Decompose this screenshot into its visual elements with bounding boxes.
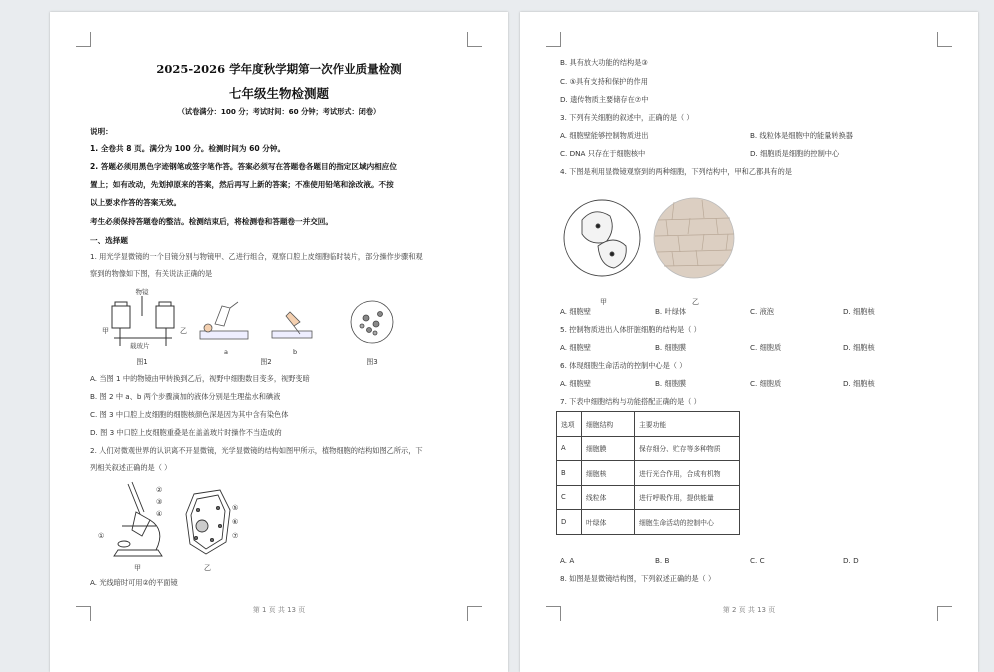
table-cell: 细胞膜 [582, 436, 635, 461]
table-header-cell: 选项 [557, 412, 582, 437]
question-7: 7. 下表中细胞结构与功能搭配正确的是（ ） [560, 397, 701, 406]
table-row [557, 461, 740, 486]
q4-label-jia: 甲 [600, 298, 607, 306]
q2-option-d: D. 遗传物质主要储存在⑦中 [560, 95, 649, 104]
q4-option-c: C. 液泡 [750, 307, 774, 316]
q4-label-yi: 乙 [692, 298, 699, 306]
table-row [557, 510, 740, 535]
exam-info: （试卷满分：100 分；考试时间：60 分钟；考试形式：闭卷） [177, 107, 381, 116]
question-1: 1. 用光学显微镜的一个目镜分别与物镜甲、乙进行组合，观察口腔上皮细胞临时装片，部分操作步骤和观 [90, 252, 423, 261]
q5-option-c: C. 细胞质 [750, 343, 782, 352]
q6-option-b: B. 细胞膜 [655, 379, 687, 388]
q1-option-c: C. 图 3 中口腔上皮细胞的细胞核颜色深是因为其中含有染色体 [90, 410, 289, 419]
question-4: 4. 下图是利用显微镜观察到的两种细胞，下列结构中，甲和乙都具有的是 [560, 167, 792, 176]
q5-option-a: A. 细胞壁 [560, 343, 591, 352]
fig2-number-2: ② [156, 486, 163, 494]
question-2-cont: 列相关叙述正确的是（ ） [90, 463, 172, 472]
q3-option-a: A. 细胞壁能够控制物质进出 [560, 131, 649, 140]
question-8: 8. 如图是显微镜结构图，下列叙述正确的是（ ） [560, 574, 716, 583]
fig1-label-objective: 物镜 [135, 288, 149, 296]
q3-option-b: B. 线粒体是细胞中的能量转换器 [750, 131, 853, 140]
crop-mark [546, 32, 561, 47]
notes-heading: 说明： [90, 127, 113, 136]
cheek-cell-view [351, 301, 393, 343]
q1-option-d: D. 图 3 中口腔上皮细胞重叠是在盖盖玻片时操作不当造成的 [90, 428, 282, 437]
fig2-number-4: ④ [156, 510, 163, 518]
q7-option-b: B. B [655, 556, 670, 565]
subject-title: 七年级生物检测题 [228, 86, 329, 101]
q7-option-c: C. C [750, 556, 765, 565]
fig2-number-1: ① [98, 532, 105, 540]
table-row [557, 436, 740, 461]
q2-option-a: A. 光线暗时可用②的平面镜 [90, 578, 178, 587]
fig1-label-slide: 载玻片 [130, 342, 150, 350]
table-cell: 叶绿体 [582, 510, 635, 535]
fig1-label-yi: 乙 [180, 327, 187, 335]
plant-cell-micrograph [654, 198, 734, 278]
q7-option-d: D. D [843, 556, 859, 565]
microscope-steps-figure [90, 286, 410, 366]
q6-option-d: D. 细胞核 [843, 379, 875, 388]
table-cell: 细胞生命活动的控制中心 [635, 510, 740, 535]
q4-option-b: B. 叶绿体 [655, 307, 687, 316]
page-footer: 第 2 页 共 13 页 [722, 606, 776, 614]
plant-cell-drawing [186, 490, 230, 554]
table-cell: 进行光合作用，合成有机物 [635, 461, 740, 486]
table-cell: A [557, 436, 582, 461]
document-page-1 [50, 12, 508, 672]
microscope-and-plant-cell-figure [94, 480, 244, 572]
section-heading: 一、选择题 [90, 236, 128, 245]
q2-option-c: C. ⑤具有支持和保护的作用 [560, 77, 648, 86]
question-1-cont: 察到的物像如下图，有关说法正确的是 [90, 269, 213, 278]
table-cell: D [557, 510, 582, 535]
fig1-caption: 图1 [136, 358, 148, 366]
exam-title: 2025-2026 学年度秋学期第一次作业质量检测 [156, 62, 402, 76]
fig2-number-3: ③ [156, 498, 163, 506]
table-header-cell: 细胞结构 [582, 412, 635, 437]
q4-option-d: D. 细胞核 [843, 307, 875, 316]
table-row [557, 485, 740, 510]
q2-option-b: B. 具有放大功能的结构是③ [560, 58, 648, 67]
table-cell: B [557, 461, 582, 486]
q3-option-c: C. DNA 只存在于细胞核中 [560, 149, 646, 158]
table-header-cell: 主要功能 [635, 412, 740, 437]
fig2-label-jia: 甲 [134, 564, 141, 572]
q6-option-c: C. 细胞质 [750, 379, 782, 388]
table-cell: 进行呼吸作用，提供能量 [635, 485, 740, 510]
crop-mark [76, 32, 91, 47]
slide-preparation-drawing [200, 302, 312, 339]
fig2-number-6: ⑥ [232, 518, 239, 526]
note-2-cont: 以上要求作答的答案无效。 [90, 198, 182, 207]
question-3: 3. 下列有关细胞的叙述中，正确的是（ ） [560, 113, 694, 122]
fig2-label-yi: 乙 [204, 564, 211, 572]
fig2-number-7: ⑦ [232, 532, 239, 540]
q5-option-b: B. 细胞膜 [655, 343, 687, 352]
question-2: 2. 人们对微观世界的认识离不开显微镜，光学显微镜的结构如图甲所示，植物细胞的结构如图乙所示，下 [90, 446, 423, 455]
fig3-caption: 图3 [366, 358, 378, 366]
fig1-label-b: b [293, 348, 298, 356]
crop-mark [937, 32, 952, 47]
q1-option-a: A. 当图 1 中的物镜由甲转换到乙后，视野中细胞数目变多，视野变暗 [90, 374, 310, 383]
note-2-cont: 置上；如有改动，先划掉原来的答案，然后再写上新的答案；不准使用铅笔和涂改液。不按 [90, 180, 394, 189]
note-1: 1. 全卷共 8 页。满分为 100 分。检测时间为 60 分钟。 [90, 144, 286, 153]
fig1-label-a: a [224, 348, 228, 356]
q4-option-a: A. 细胞壁 [560, 307, 591, 316]
objective-lens-diagram [112, 296, 174, 346]
microscope-drawing [114, 482, 162, 556]
table-cell: 线粒体 [582, 485, 635, 510]
table-cell: 细胞核 [582, 461, 635, 486]
q6-option-a: A. 细胞壁 [560, 379, 591, 388]
animal-cell-micrograph [564, 200, 640, 276]
table-cell: 保存细分、贮存等多种物质 [635, 436, 740, 461]
question-6: 6. 体现细胞生命活动的控制中心是（ ） [560, 361, 687, 370]
document-page-2 [520, 12, 978, 672]
page-footer: 第 1 页 共 13 页 [252, 606, 306, 614]
q1-option-b: B. 图 2 中 a、b 两个步骤滴加的液体分别是生理盐水和碘液 [90, 392, 281, 401]
q7-option-a: A. A [560, 556, 575, 565]
question-5: 5. 控制物质进出人体肝脏细胞的结构是（ ） [560, 325, 701, 334]
structure-function-table [556, 411, 740, 535]
fig2-caption: 图2 [260, 358, 272, 366]
table-cell: C [557, 485, 582, 510]
q5-option-d: D. 细胞核 [843, 343, 875, 352]
table-header-row [557, 412, 740, 437]
note-3: 考生必须保持答题卷的整洁。检测结束后，将检测卷和答题卷一并交回。 [90, 217, 333, 226]
note-2: 2. 答题必须用黑色字迹钢笔或签字笔作答。答案必须写在答题卷各题目的指定区域内相应位 [90, 162, 397, 171]
two-cell-micrographs [562, 190, 742, 308]
q3-option-d: D. 细胞质是细胞的控制中心 [750, 149, 840, 158]
fig2-number-5: ⑤ [232, 504, 239, 512]
crop-mark [467, 32, 482, 47]
fig1-label-jia: 甲 [102, 327, 109, 335]
